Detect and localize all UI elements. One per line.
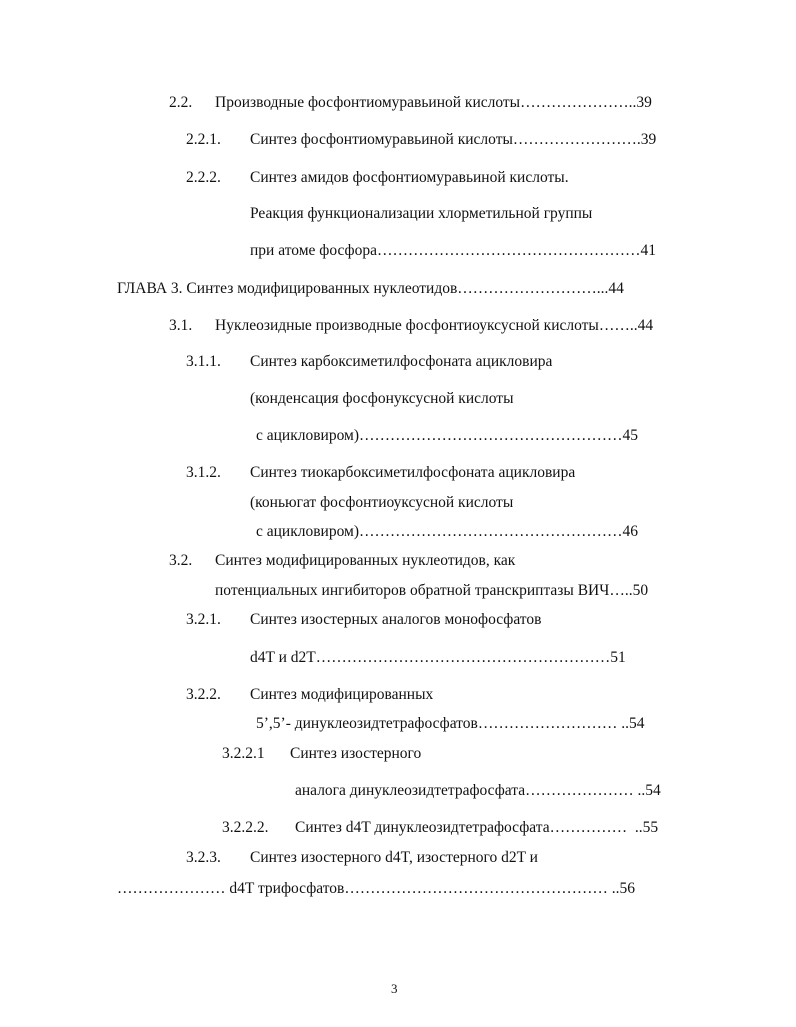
toc-number: 3.1.1. bbox=[186, 353, 221, 370]
toc-entry-2-2-2 bbox=[186, 169, 569, 187]
toc-number: 2.2.2. bbox=[186, 169, 221, 186]
toc-title: Производные фосфонтиомуравьиной кислоты…………………..39 bbox=[215, 94, 652, 111]
toc-title: с ацикловиром)……………………………………………45 bbox=[256, 427, 639, 444]
toc-entry-3-2-2 bbox=[186, 686, 433, 704]
toc-continuation bbox=[215, 582, 648, 600]
toc-entry-2-2-1 bbox=[186, 131, 656, 149]
toc-title: (коньюгат фосфонтиоуксусной кислоты bbox=[250, 494, 514, 511]
toc-continuation bbox=[295, 782, 661, 800]
page-number: 3 bbox=[391, 981, 398, 996]
toc-number: 3.2.3. bbox=[186, 849, 221, 866]
toc-entry-2-2 bbox=[169, 94, 652, 112]
toc-title: с ацикловиром)……………………………………………46 bbox=[256, 523, 639, 540]
toc-number: 3.1. bbox=[169, 317, 193, 334]
toc-title: Синтез модифицированных нуклеотидов, как bbox=[215, 552, 516, 569]
toc-title: 5’,5’- динуклеозидтетрафосфатов……………………… ..54 bbox=[256, 715, 645, 732]
toc-title: аналога динуклеозидтетрафосфата………………… ..54 bbox=[295, 782, 661, 799]
toc-number: 3.2.2.1 bbox=[222, 745, 265, 762]
toc-continuation bbox=[256, 715, 644, 733]
toc-title: Реакция функционализации хлорметильной группы bbox=[250, 205, 593, 222]
toc-continuation bbox=[250, 390, 513, 408]
toc-continuation bbox=[250, 649, 626, 667]
toc-title: Синтез изостерного d4T, изостерного d2T и bbox=[250, 849, 538, 866]
toc-entry-3-2-2-1 bbox=[222, 745, 421, 763]
toc-title: ………………… d4T трифосфатов…………………………………………… ..56 bbox=[117, 880, 635, 897]
toc-number: 3.2.2. bbox=[186, 686, 221, 703]
toc-continuation bbox=[117, 880, 635, 898]
toc-continuation bbox=[256, 427, 638, 445]
toc-continuation bbox=[256, 523, 638, 541]
toc-title: потенциальных ингибиторов обратной транскриптазы ВИЧ…..50 bbox=[215, 582, 649, 599]
toc-title: Синтез амидов фосфонтиомуравьиной кислоты. bbox=[250, 169, 569, 186]
toc-entry-3-1 bbox=[169, 317, 653, 335]
toc-title: Нуклеозидные производные фосфонтиоуксусной кислоты……..44 bbox=[215, 317, 654, 334]
toc-continuation bbox=[250, 205, 592, 223]
toc-entry-3-2-3 bbox=[186, 849, 538, 867]
toc-entry-3-1-1 bbox=[186, 353, 552, 371]
toc-number: 3.1.2. bbox=[186, 464, 221, 481]
toc-number: 2.2. bbox=[169, 94, 193, 111]
toc-title: Синтез фосфонтиомуравьиной кислоты…………………….39 bbox=[250, 131, 657, 148]
toc-number: 3.2.1. bbox=[186, 611, 221, 628]
toc-title: Синтез карбоксиметилфосфоната ацикловира bbox=[250, 353, 553, 370]
toc-number: 3.2. bbox=[169, 552, 193, 569]
toc-entry-3-2 bbox=[169, 552, 515, 570]
toc-number: 3.2.2.2. bbox=[222, 819, 269, 836]
toc-number: 2.2.1. bbox=[186, 131, 221, 148]
toc-title: ГЛАВА 3. Синтез модифицированных нуклеотидов………………………...44 bbox=[117, 280, 624, 297]
toc-title: d4T и d2T…………………………………………………51 bbox=[250, 649, 626, 666]
toc-continuation bbox=[250, 494, 513, 512]
toc-title: Синтез d4T динуклеозидтетрафосфата…………… ..55 bbox=[295, 819, 659, 836]
toc-entry-3-2-2-2 bbox=[222, 819, 658, 837]
toc-title: (конденсация фосфонуксусной кислоты bbox=[250, 390, 514, 407]
toc-entry-3-1-2 bbox=[186, 464, 575, 482]
toc-title: Синтез изостерных аналогов монофосфатов bbox=[250, 611, 542, 628]
toc-title: Синтез тиокарбоксиметилфосфоната ацикловира bbox=[250, 464, 576, 481]
toc-title: при атоме фосфора……………………………………………41 bbox=[250, 242, 656, 259]
toc-entry-3-2-1 bbox=[186, 611, 541, 629]
toc-chapter-3 bbox=[117, 280, 624, 298]
toc-title: Синтез модифицированных bbox=[250, 686, 434, 703]
toc-title: Синтез изостерного bbox=[290, 745, 422, 762]
toc-continuation bbox=[250, 242, 656, 260]
